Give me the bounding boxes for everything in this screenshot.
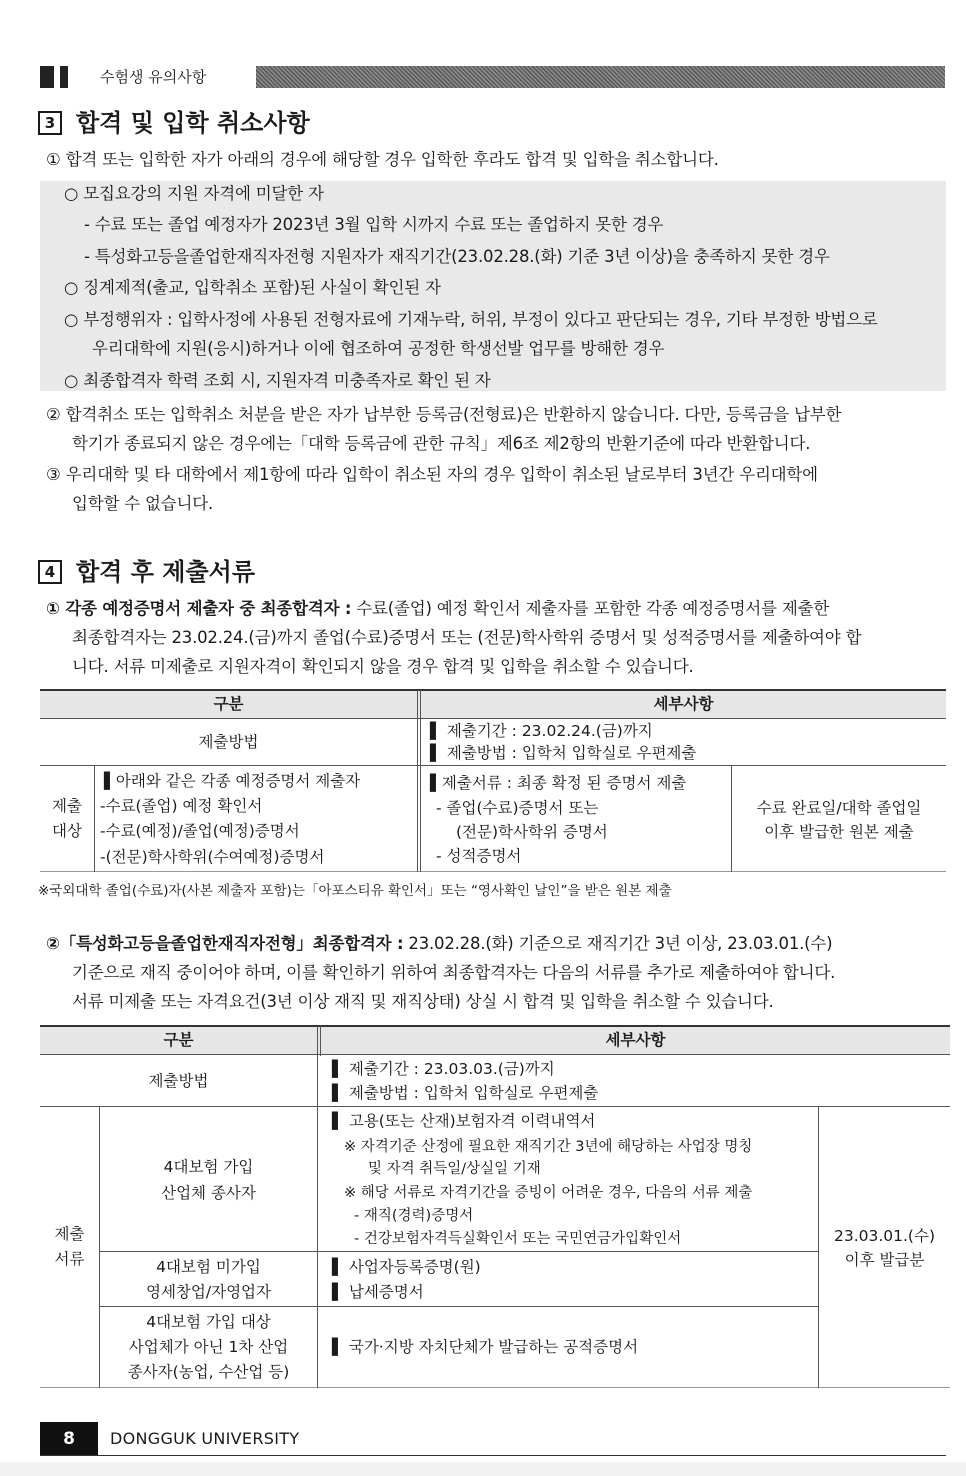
- table1-top-border: [40, 689, 946, 691]
- table2-docs-label: 서류: [54, 1250, 85, 1268]
- table2-row3-item: ▌ 국가·지방 자치단체가 발급하는 공적증명서: [332, 1338, 639, 1356]
- table2-row1-label: 산업체 종사자: [161, 1184, 256, 1202]
- table2-row2-item: ▌ 사업자등록증명(원): [332, 1258, 481, 1276]
- table2-method-2: ▌ 제출방법 : 입학처 입학실로 우편제출: [332, 1084, 599, 1102]
- condition-line: ○ 최종합격자 학력 조회 시, 지원자격 미충족자로 확인 된 자: [64, 371, 491, 390]
- section3-item3: ③ 우리대학 및 타 대학에서 제1항에 따라 입학이 취소된 자의 경우 입학이 취소된 날로부터 3년간 우리대학에: [46, 465, 818, 484]
- table1-target-label: 제출: [52, 797, 82, 815]
- table2-row1-item: - 재직(경력)증명서: [354, 1208, 474, 1224]
- section4-item2-cont2: 서류 미제출 또는 자격요건(3년 이상 재직 및 재직상태) 상실 시 합격 및 입학을 취소할 수 있습니다.: [72, 992, 774, 1011]
- section4-item2-cont: 기준으로 재직 중이어야 하며, 이를 확인하기 위하여 최종합격자는 다음의 서류를 추가로 제출하여야 합니다.: [72, 963, 836, 982]
- header-label: 수험생 유의사항: [100, 68, 207, 86]
- table1-doc-item: - 졸업(수료)증명서 또는: [436, 799, 599, 817]
- section4-title: 4 합격 후 제출서류: [38, 557, 255, 587]
- table2-row1-item: ※ 자격기준 산정에 필요한 재직기간 3년에 해당하는 사업장 명칭: [344, 1139, 753, 1155]
- table1-border: [420, 690, 421, 872]
- table2-header-2: 세부사항: [605, 1031, 666, 1049]
- table2-row3-label: 사업체가 아닌 1차 산업: [128, 1338, 289, 1356]
- table1-border: [417, 690, 418, 872]
- header-marker-2: [60, 66, 68, 88]
- table2-border: [317, 1026, 318, 1388]
- table2-row2-label: 영세창업/자영업자: [145, 1283, 271, 1301]
- table1-method-label: 제출방법: [198, 733, 259, 751]
- footer-university: DONGGUK UNIVERSITY: [110, 1429, 300, 1448]
- table2-border: [818, 1107, 819, 1388]
- table2-note: 23.03.01.(수): [833, 1227, 936, 1245]
- table2-bottom-border: [40, 1387, 950, 1388]
- table2-note: 이후 발급분: [844, 1251, 925, 1269]
- section3-title: 3 합격 및 입학 취소사항: [38, 108, 310, 138]
- table1-target-item: -(전문)학사학위(수여예정)증명서: [100, 848, 325, 866]
- table2-row1-item: - 건강보험자격득실확인서 또는 국민연금가입확인서: [354, 1231, 682, 1247]
- table1-border: [94, 766, 95, 872]
- condition-line: ○ 모집요강의 지원 자격에 미달한 자: [64, 184, 324, 203]
- table2-border: [40, 1106, 950, 1107]
- condition-line: 우리대학에 지원(응시)하거나 이에 협조하여 공정한 학생선발 업무를 방해한 경우: [92, 339, 665, 358]
- table2-border: [99, 1251, 818, 1252]
- table2-row3-label: 4대보험 가입 대상: [146, 1313, 271, 1331]
- table1-border: [40, 765, 946, 766]
- section3-item1: ① 합격 또는 입학한 자가 아래의 경우에 해당할 경우 입학한 후라도 합격 및 입학을 취소합니다.: [46, 150, 719, 169]
- condition-line: - 수료 또는 졸업 예정자가 2023년 3월 입학 시까지 수료 또는 졸업하지 못한 경우: [84, 215, 664, 234]
- table2-docs-label: 제출: [54, 1225, 85, 1243]
- table1-method-2: ▌ 제출방법 : 입학처 입학실로 우편제출: [430, 744, 697, 762]
- table1-header-2: 세부사항: [653, 695, 714, 713]
- table2-row1-item: ▌ 고용(또는 산재)보험자격 이력내역서: [332, 1112, 596, 1130]
- section4-item1-cont: 최종합격자는 23.02.24.(금)까지 졸업(수료)증명서 또는 (전문)학사학위 증명서 및 성적증명서를 제출하여야 합: [72, 628, 862, 647]
- section4-item1-cont2: 니다. 서류 미제출로 지원자격이 확인되지 않을 경우 합격 및 입학을 취소할 수 있습니다.: [72, 657, 694, 676]
- table1-border: [731, 766, 732, 872]
- header-marker: [40, 66, 54, 88]
- header-stripe: [256, 66, 945, 88]
- section4-item1: ① 각종 예정증명서 제출자 중 최종합격자 : 수료(졸업) 예정 확인서 제출자를 포함한 각종 예정증명서를 제출한: [46, 599, 830, 618]
- table1-note: 이후 발급한 원본 제출: [764, 823, 914, 841]
- table2-header-1: 구분: [163, 1031, 194, 1049]
- condition-line: - 특성화고등을졸업한재직자전형 지원자가 재직기간(23.02.28.(화) 기준 3년 이상)을 충족하지 못한 경우: [84, 247, 830, 266]
- page-number: 8: [40, 1422, 98, 1456]
- table2-row1-item: 및 자격 취득일/상실일 기재: [368, 1161, 541, 1177]
- table1-method-1: ▌ 제출기간 : 23.02.24.(금)까지: [430, 722, 653, 740]
- table2-row2-label: 4대보험 미가입: [156, 1258, 261, 1276]
- condition-line: ○ 징계제적(출교, 입학취소 포함)된 사실이 확인된 자: [64, 278, 441, 297]
- table1-header-1: 구분: [213, 695, 244, 713]
- table1-doc-item: (전문)학사학위 증명서: [456, 823, 608, 841]
- table2-row3-label: 종사자(농업, 수산업 등): [127, 1363, 290, 1381]
- table2-method-label: 제출방법: [148, 1072, 209, 1090]
- table1-target-label: 대상: [52, 822, 82, 840]
- condition-line: ○ 부정행위자 : 입학사정에 사용된 전형자료에 기재누락, 허위, 부정이 있다고 판단되는 경우, 기타 부정한 방법으로: [64, 310, 878, 329]
- section4-item2: ②「특성화고등을졸업한재직자전형」최종합격자 : 23.02.28.(화) 기준으로 재직기간 3년 이상, 23.03.01.(수): [46, 934, 833, 953]
- table1-bottom-border: [40, 871, 946, 872]
- section3-item2-cont: 학기가 종료되지 않은 경우에는「대학 등록금에 관한 규칙」제6조 제2항의 반환기준에 따라 반환합니다.: [72, 434, 811, 453]
- table1-border: [40, 718, 946, 719]
- table1-target-item: -수료(졸업) 예정 확인서: [100, 797, 263, 815]
- table2-row1-item: ※ 해당 서류로 자격기간을 증빙이 어려운 경우, 다음의 서류 제출: [344, 1185, 753, 1201]
- table1-footnote: ※국외대학 졸업(수료)자(사본 제출자 포함)는「아포스티유 확인서」또는 “영사확인 날인”을 받은 원본 제출: [38, 883, 672, 899]
- table2-row2-item: ▌ 납세증명서: [332, 1283, 424, 1301]
- table2-top-border: [40, 1025, 950, 1027]
- table1-doc-item: - 성적증명서: [436, 847, 522, 865]
- page-bottom-band: [0, 1462, 966, 1476]
- footer-rule: [40, 1455, 946, 1456]
- table2-method-1: ▌ 제출기간 : 23.03.03.(금)까지: [332, 1060, 555, 1078]
- table1-doc-item: ▌제출서류 : 최종 확정 된 증명서 제출: [430, 774, 687, 792]
- table2-border: [99, 1306, 818, 1307]
- table1-target-item: ▌아래와 같은 각종 예정증명서 제출자: [104, 772, 361, 790]
- table1-note: 수료 완료일/대학 졸업일: [756, 799, 922, 817]
- section3-item2: ② 합격취소 또는 입학취소 처분을 받은 자가 납부한 등록금(전형료)은 반환하지 않습니다. 다만, 등록금을 납부한: [46, 405, 842, 424]
- section3-item3-cont: 입학할 수 없습니다.: [72, 494, 214, 513]
- table2-border: [40, 1054, 950, 1055]
- table2-row1-label: 4대보험 가입: [163, 1158, 254, 1176]
- table1-target-item: -수료(예정)/졸업(예정)증명서: [100, 822, 300, 840]
